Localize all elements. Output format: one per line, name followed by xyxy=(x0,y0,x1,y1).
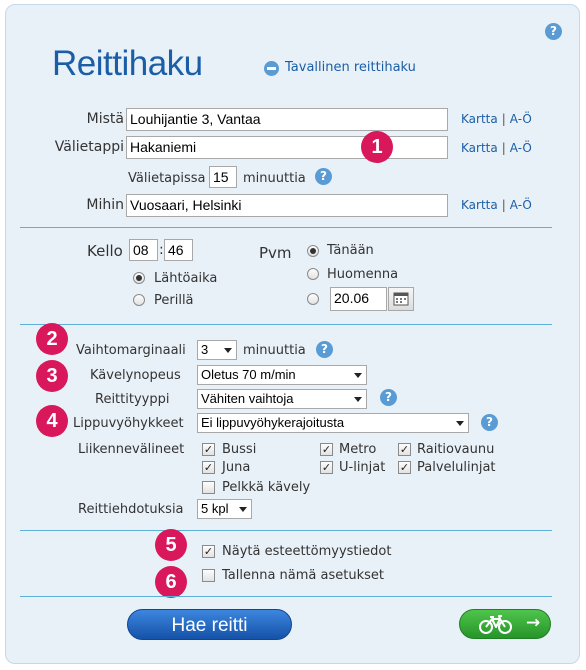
bike-route-button[interactable] xyxy=(459,609,551,639)
from-az-link[interactable]: A-Ö xyxy=(509,112,532,126)
search-route-button[interactable]: Hae reitti xyxy=(127,609,292,640)
u-lines-label: U-linjat xyxy=(339,460,386,475)
via-stop-minutes-input[interactable]: 15 xyxy=(209,166,237,188)
via-map-link[interactable]: Kartta xyxy=(461,141,498,155)
chevron-down-icon xyxy=(456,421,464,426)
arrow-right-icon: → xyxy=(526,613,541,633)
today-label: Tänään xyxy=(327,243,374,258)
badge-1: 1 xyxy=(361,131,393,163)
divider xyxy=(20,227,552,228)
tram-label: Raitiovaunu xyxy=(417,442,495,457)
save-settings-label: Tallenna nämä asetukset xyxy=(222,568,384,583)
via-input[interactable]: Hakaniemi xyxy=(126,136,448,159)
bicycle-icon xyxy=(478,614,514,636)
route-search-panel xyxy=(5,4,580,664)
tram-checkbox[interactable]: ✓ xyxy=(399,443,410,456)
train-checkbox[interactable]: ✓ xyxy=(203,461,214,474)
to-map-links: Kartta | A-Ö xyxy=(461,198,532,212)
today-radio[interactable] xyxy=(307,245,319,257)
chevron-down-icon xyxy=(239,507,247,512)
transfer-margin-label: Vaihtomarginaali xyxy=(76,343,186,358)
transfer-margin-select[interactable]: 3 xyxy=(197,340,237,360)
time-label: Kello xyxy=(87,242,123,260)
chevron-down-icon xyxy=(224,348,232,353)
route-type-label: Reittityyppi xyxy=(95,392,170,407)
minute-input[interactable]: 46 xyxy=(164,239,193,261)
service-lines-label: Palvelulinjat xyxy=(417,460,496,475)
custom-date-radio[interactable] xyxy=(307,293,319,305)
service-lines-checkbox[interactable]: ✓ xyxy=(399,461,410,474)
route-type-select[interactable]: Vähiten vaihtoja xyxy=(197,389,367,409)
divider xyxy=(20,596,552,597)
divider xyxy=(20,530,552,531)
via-label: Välietappi xyxy=(54,139,124,155)
modes-label: Liikennevälineet xyxy=(78,442,185,457)
to-map-link[interactable]: Kartta xyxy=(461,198,498,212)
route-type-help-icon[interactable]: ? xyxy=(380,389,397,406)
to-label: Mihin xyxy=(86,197,124,213)
badge-2: 2 xyxy=(36,323,68,355)
transfer-margin-unit: minuuttia xyxy=(243,343,306,358)
tomorrow-label: Huomenna xyxy=(327,267,399,282)
metro-label: Metro xyxy=(339,442,377,457)
to-input[interactable]: Vuosaari, Helsinki xyxy=(126,194,448,217)
from-input[interactable]: Louhijantie 3, Vantaa xyxy=(126,108,448,131)
fare-zones-label: Lippuvyöhykkeet xyxy=(73,416,184,431)
via-stop-label: Välietapissa xyxy=(128,171,206,186)
time-colon: : xyxy=(159,242,164,258)
fare-zones-help-icon[interactable]: ? xyxy=(481,414,498,431)
departure-label: Lähtöaika xyxy=(154,271,218,286)
walk-speed-label: Kävelynopeus xyxy=(90,368,181,383)
via-az-link[interactable]: A-Ö xyxy=(509,141,532,155)
badge-6: 6 xyxy=(155,566,187,598)
collapse-minus-icon[interactable] xyxy=(264,61,279,76)
walk-only-checkbox[interactable] xyxy=(202,481,215,494)
via-stop-unit: minuuttia xyxy=(243,171,306,186)
chevron-down-icon xyxy=(354,373,362,378)
transfer-margin-help-icon[interactable]: ? xyxy=(316,341,333,358)
badge-5: 5 xyxy=(155,529,187,561)
from-map-link[interactable]: Kartta xyxy=(461,112,498,126)
walk-speed-select[interactable]: Oletus 70 m/min xyxy=(197,365,367,385)
save-settings-checkbox[interactable] xyxy=(202,569,215,582)
accessibility-checkbox[interactable]: ✓ xyxy=(203,545,214,558)
page-title: Reittihaku xyxy=(52,44,203,83)
date-input[interactable]: 20.06 xyxy=(330,287,387,311)
help-icon[interactable]: ? xyxy=(545,23,562,40)
suggestions-label: Reittiehdotuksia xyxy=(78,502,184,517)
normal-search-link[interactable]: Tavallinen reittihaku xyxy=(285,60,416,75)
arrival-radio[interactable] xyxy=(133,294,145,306)
via-stop-help-icon[interactable]: ? xyxy=(315,168,332,185)
divider xyxy=(20,324,552,325)
calendar-icon[interactable] xyxy=(388,287,414,311)
departure-radio[interactable] xyxy=(133,272,145,284)
u-lines-checkbox[interactable]: ✓ xyxy=(321,461,332,474)
from-label: Mistä xyxy=(86,111,124,127)
badge-4: 4 xyxy=(36,405,68,437)
accessibility-label: Näytä esteettömyystiedot xyxy=(222,544,392,559)
date-label: Pvm xyxy=(259,244,292,262)
from-map-links: Kartta | A-Ö xyxy=(461,112,532,126)
to-az-link[interactable]: A-Ö xyxy=(509,198,532,212)
metro-checkbox[interactable]: ✓ xyxy=(321,443,332,456)
walk-only-label: Pelkkä kävely xyxy=(222,480,311,495)
tomorrow-radio[interactable] xyxy=(307,268,319,280)
via-map-links: Kartta | A-Ö xyxy=(461,141,532,155)
chevron-down-icon xyxy=(354,397,362,402)
badge-3: 3 xyxy=(36,360,68,392)
arrival-label: Perillä xyxy=(154,293,194,308)
train-label: Juna xyxy=(222,460,251,475)
fare-zones-select[interactable]: Ei lippuvyöhykerajoitusta xyxy=(197,413,469,433)
suggestions-select[interactable]: 5 kpl xyxy=(197,499,252,519)
bus-label: Bussi xyxy=(222,442,257,457)
bus-checkbox[interactable]: ✓ xyxy=(203,443,214,456)
hour-input[interactable]: 08 xyxy=(129,239,158,261)
